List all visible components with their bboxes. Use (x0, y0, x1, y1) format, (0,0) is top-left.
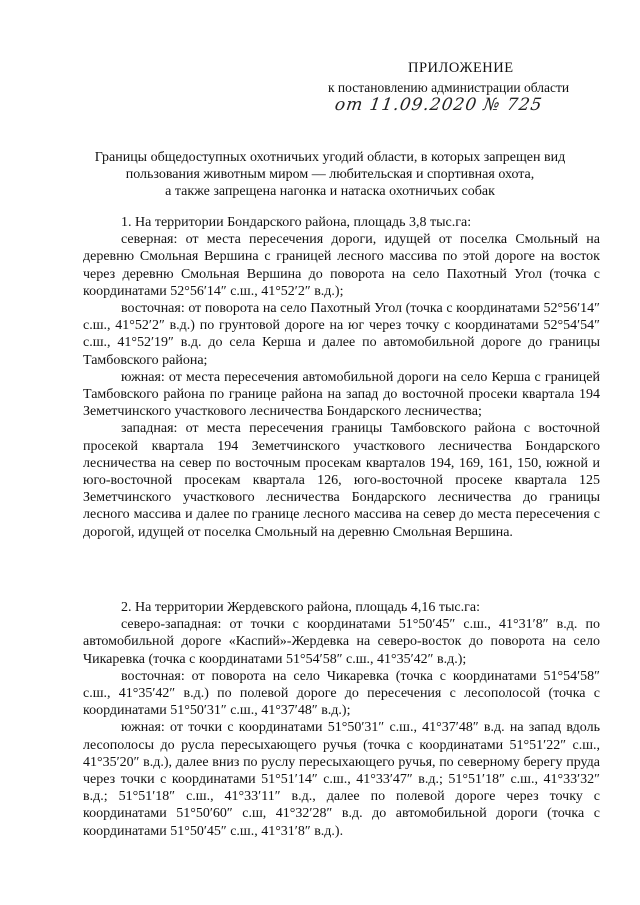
section-heading: 2. На территории Жердевского района, площадь 4,16 тыс.га: (121, 600, 480, 615)
handwritten-date-number: от 11.09.2020 № 725 (333, 95, 544, 115)
section-bondarsky (83, 214, 600, 541)
boundary-paragraph: восточная: от поворота на село Чикаревка (точка с координатами 51°54′58″ с.ш., 41°35′42″ в.д.) по полевой дороге до пересечения с лесополосой (точка с координатами 51°50′31″ с.ш., 41°37′48″ в.д.); (83, 668, 600, 719)
boundary-paragraph: западная: от места пересечения границы Тамбовского района с восточной просекой квартала 194 Земетчинского участкового лесничества Бондарского лесничества на север по восточным просекам кварталов 194, 169, 161, 150, южной и юго-восточной просекам квартала 126, юго-восточной просеке квартала 125 Земетчинского участкового лесничества Бондарского лесничества до границы лесного массива и далее по границе лесного массива на север до места пересечения с дорогой, идущей от поселка Смольный на деревню Смольная Вершина. (83, 421, 600, 540)
boundary-paragraph: южная: от точки с координатами 51°50′31″ с.ш., 41°37′48″ в.д. на запад вдоль лесополосы до русла пересыхающего ручья (точка с координатами 51°51′22″ с.ш., 41°35′20″ в.д.), далее вниз по руслу пересыхающего ручья, по северному берегу пруда через точки с координатами 51°51′14″ с.ш., 41°33′47″ в.д.; 51°51′18″ с.ш., 41°33′32″ в.д.; 51°51′18″ с.ш., 41°33′11″ в.д., далее по полевой дороге через точку с координатами 51°50′60″ с.ш, 41°32′28″ в.д. до автомобильной дороги (точка с координатами 51°50′45″ с.ш., 41°31′8″ в.д.). (83, 720, 600, 839)
document-title-line: а также запрещена нагонка и натаска охотничьих собак (165, 184, 495, 200)
document-title-line: пользования животным миром — любительская и спортивная охота, (125, 167, 535, 183)
boundary-paragraph: северо-западная: от точки с координатами 51°50′45″ с.ш., 41°31′8″ в.д. по автомобильной дороге «Каспий»-Жердевка на северо-восток до поворота на село Чикаревка (точка с координатами 51°54′58″ с.ш., 41°35′42″ в.д.); (83, 617, 600, 667)
boundary-paragraph: северная: от места пересечения дороги, идущей от поселка Смольный на деревню Смольная Вершина с границей лесного массива по этой дороге на восток через деревню Смольная Вершина до поворота на село Пахотный Угол (точка с координатами 52°56′14″ с.ш., 41°52′2″ в.д.); (83, 232, 600, 299)
appendix-title: ПРИЛОЖЕНИЕ (408, 60, 514, 76)
boundary-paragraph: восточная: от поворота на село Пахотный Угол (точка с координатами 52°56′14″ с.ш., 41°52′2″ в.д.) по грунтовой дороге на юг через точку с координатами 52°54′54″ с.ш., 41°52′19″ в.д. до села Керша и далее по автомобильной дороге до границы Тамбовского района; (83, 301, 600, 368)
section-heading: 1. На территории Бондарского района, площадь 3,8 тыс.га: (121, 215, 472, 230)
document-title (70, 149, 590, 201)
appendix-subtitle: к постановлению администрации области (328, 80, 570, 95)
section-zherdevsky (83, 599, 600, 840)
boundary-paragraph: южная: от места пересечения автомобильной дороги на село Керша с границей Тамбовского района по границе района на запад до восточной просеки квартала 194 Земетчинского участкового лесничества Бондарского лесничества; (83, 369, 600, 420)
document-title-line: Границы общедоступных охотничьих угодий области, в которых запрещен вид (94, 150, 566, 165)
